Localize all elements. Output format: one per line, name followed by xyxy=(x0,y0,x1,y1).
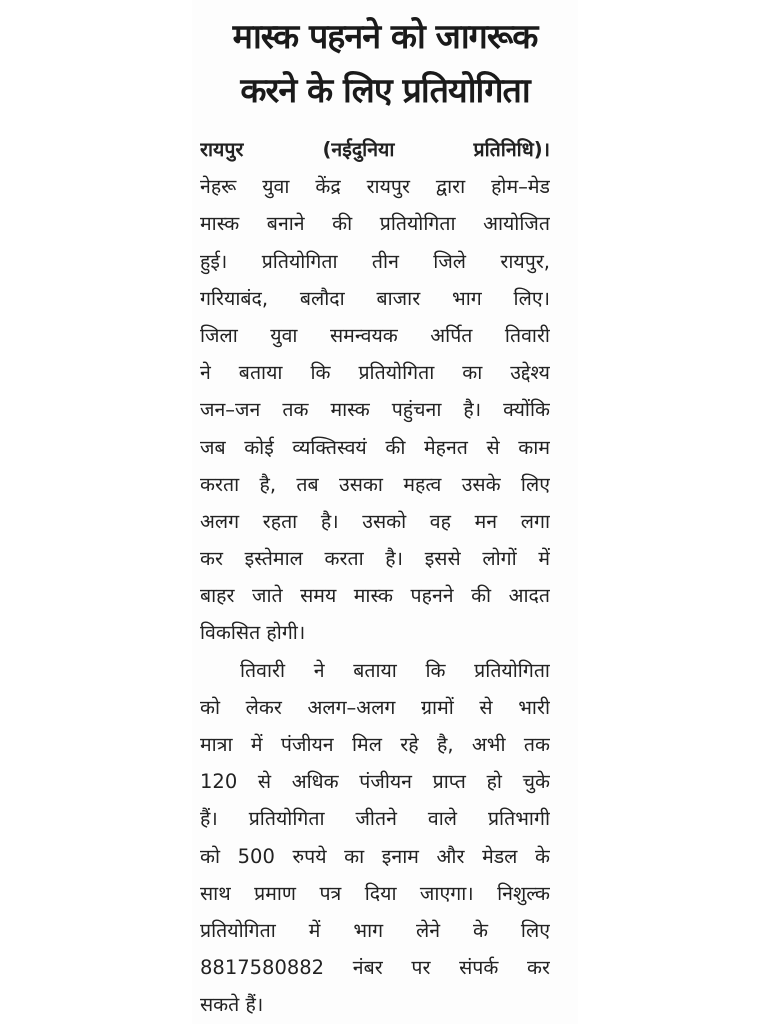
newspaper-clipping xyxy=(192,0,578,1024)
paragraph-1 xyxy=(200,168,550,651)
article-body xyxy=(200,131,550,1024)
body-line: प्रतियोगिता में भाग लेने के लिए xyxy=(200,918,550,942)
body-line: करता है, तब उसका महत्व उसके लिए xyxy=(200,472,550,496)
body-line: अलग रहता है। उसको वह मन लगा xyxy=(200,509,550,533)
body-line: जन–जन तक मास्क पहुंचना है। क्योंकि xyxy=(200,398,550,422)
body-line: मात्रा में पंजीयन मिल रहे है, अभी तक xyxy=(200,733,550,756)
body-line: हुई। प्रतियोगिता तीन जिले रायपुर, xyxy=(200,249,550,273)
body-line: जब कोई व्यक्तिस्वयं की मेहनत से काम xyxy=(200,435,550,459)
body-line: हैं। प्रतियोगिता जीतने वाले प्रतिभागी xyxy=(200,807,550,831)
body-line: कर इस्तेमाल करता है। इससे लोगों में xyxy=(200,547,550,571)
headline-line-2: करने के लिए प्रतियोगिता xyxy=(240,71,530,111)
body-line: 120 से अधिक पंजीयन प्राप्त हो चुके xyxy=(200,770,550,794)
headline xyxy=(192,10,578,118)
body-line: जिला युवा समन्वयक अर्पित तिवारी xyxy=(200,323,550,347)
body-line: मास्क बनाने की प्रतियोगिता आयोजित xyxy=(200,212,550,236)
body-line: नेहरू युवा केंद्र रायपुर द्वारा होम–मेड xyxy=(200,175,550,199)
body-line: को 500 रुपये का इनाम और मेडल के xyxy=(200,844,550,868)
paragraph-2 xyxy=(200,652,550,1024)
headline-line-1: मास्क पहनने को जागरूक xyxy=(232,17,538,57)
body-line: गरियाबंद, बलौदा बाजार भाग लिए। xyxy=(200,286,550,310)
body-line: ने बताया कि प्रतियोगिता का उद्देश्य xyxy=(200,361,550,385)
body-line: सकते हैं। xyxy=(200,993,264,1017)
body-line: 8817580882 नंबर पर संपर्क कर xyxy=(200,956,550,980)
body-line: साथ प्रमाण पत्र दिया जाएगा। निशुल्क xyxy=(200,881,550,905)
body-line: को लेकर अलग–अलग ग्रामों से भारी xyxy=(200,695,550,719)
dateline: रायपुर (नईदुनिया प्रतिनिधि)। xyxy=(200,138,550,161)
body-line: बाहर जाते समय मास्क पहनने की आदत xyxy=(200,584,550,608)
body-line: तिवारी ने बताया कि प्रतियोगिता xyxy=(240,658,550,682)
body-line: विकसित होगी। xyxy=(200,621,306,645)
